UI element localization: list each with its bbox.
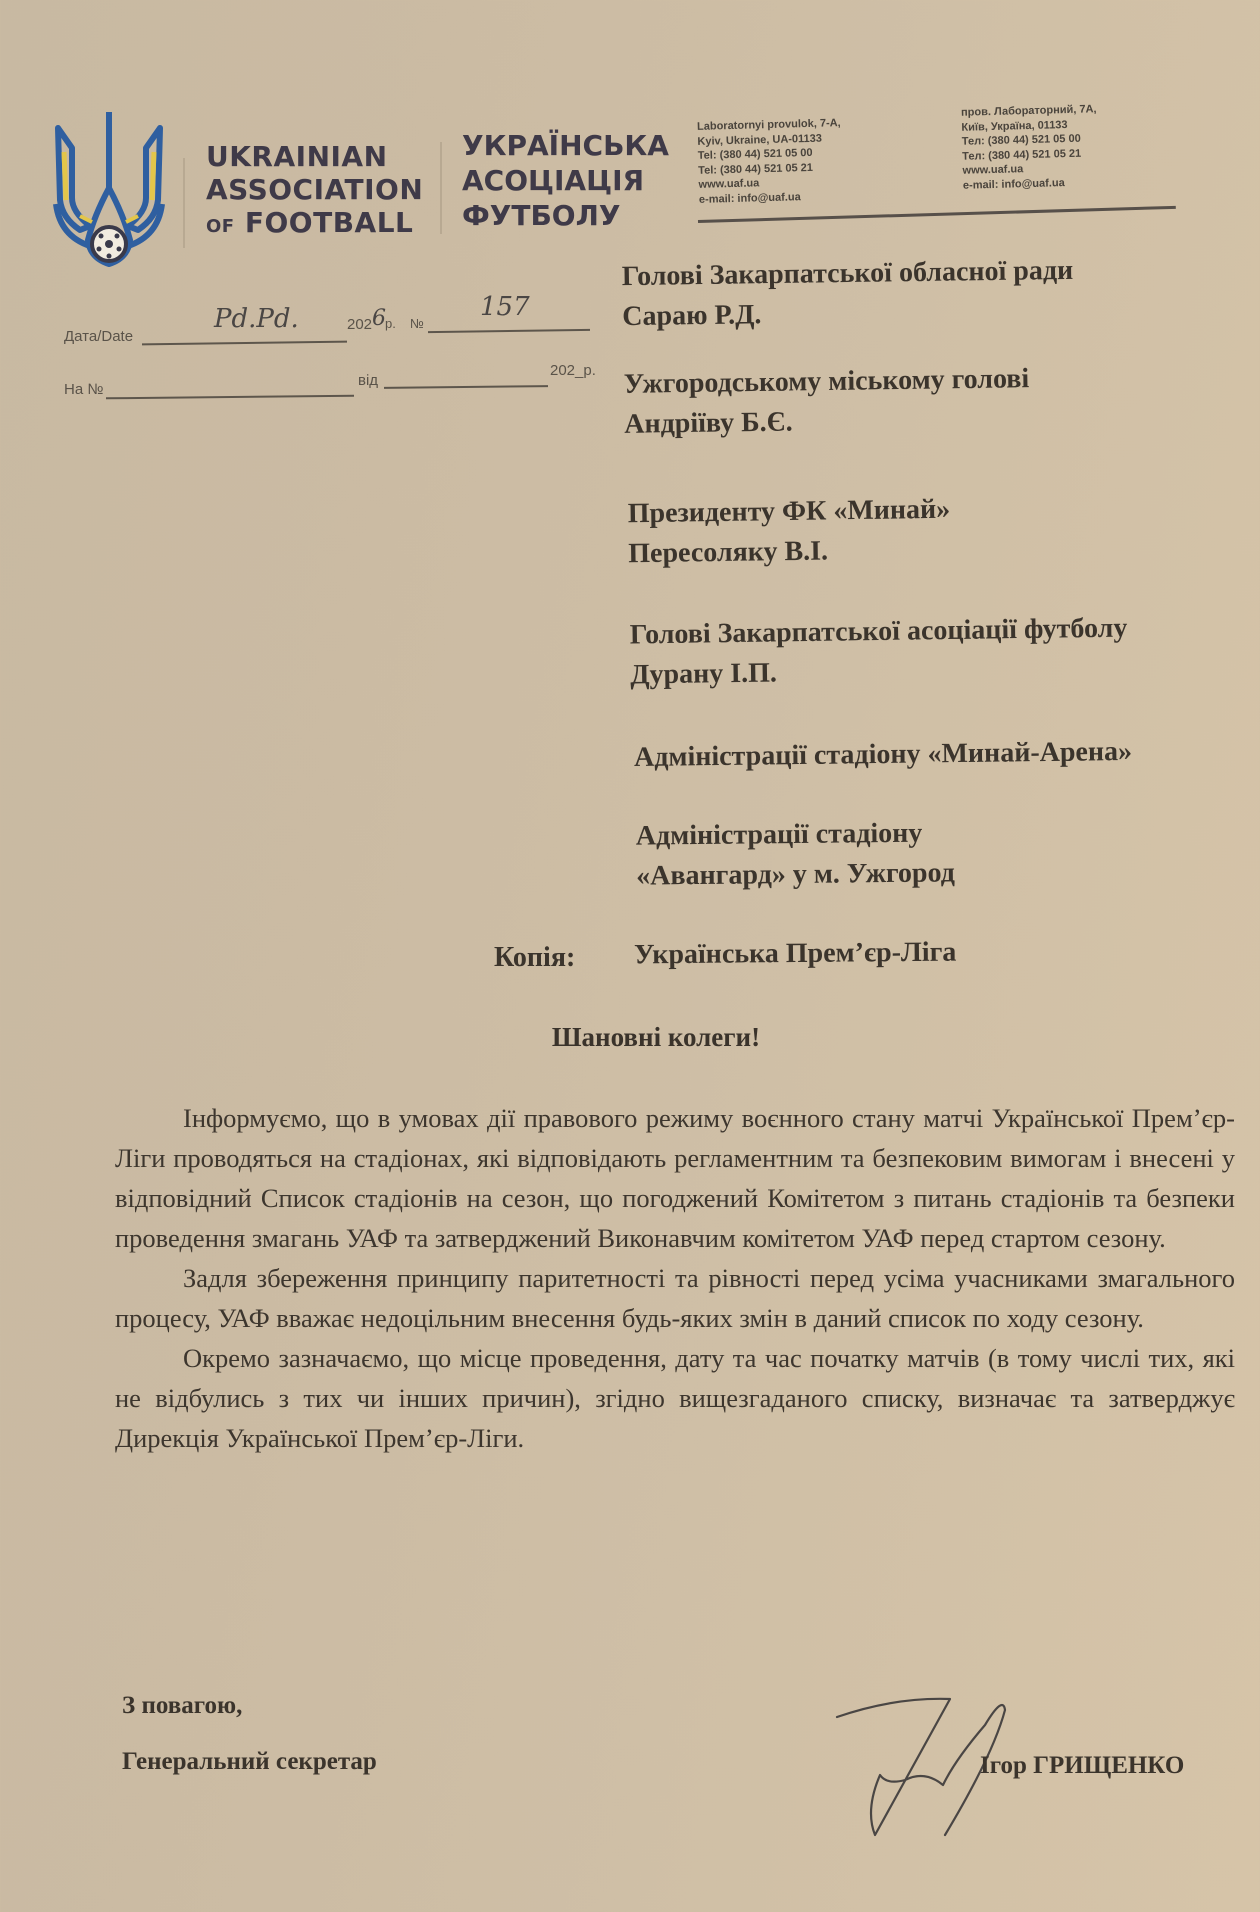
brand-en-football: FOOTBALL bbox=[244, 206, 414, 239]
contact-address: пров. Лабораторний, 7А, bbox=[960, 103, 1097, 119]
brand-ua-line: ФУТБОЛУ bbox=[462, 199, 621, 232]
letter-body bbox=[115, 1098, 1235, 1458]
closing: З повагою, bbox=[122, 1692, 243, 1719]
year-suffix: р. bbox=[385, 316, 396, 331]
signatory-title: Генеральний секретар bbox=[122, 1748, 377, 1775]
addressee-line: Пересоляку В.І. bbox=[628, 535, 829, 570]
addressee-regional-council bbox=[621, 251, 1074, 337]
contact-email: e-mail: info@uaf.ua bbox=[962, 176, 1065, 192]
trident-icon bbox=[50, 108, 168, 268]
signatory-name: Ігор ГРИЩЕНКО bbox=[980, 1752, 1185, 1779]
addressee-line: Ужгородському міському голові bbox=[623, 363, 1030, 400]
contact-phone: Тел: (380 44) 521 05 21 bbox=[962, 147, 1082, 163]
contact-address: Laboratornyi provulok, 7-A, bbox=[696, 117, 841, 133]
body-paragraph: Інформуємо, що в умовах дії правового режиму воєнного стану матчі Української Прем’єр-Ліги проводяться на стадіонах, які відповідають регламентним та безпековим вимогам і внесені у відповідний Список стадіонів на сезон, що погоджений Комітетом з питань стадіонів та безпеки проведення змагань УАФ та затверджений Виконавчим комітетом УАФ перед стартом сезону. bbox=[115, 1103, 1235, 1253]
addressee-line: «Авангард» у м. Ужгород bbox=[636, 857, 956, 892]
contact-website: www.uaf.ua bbox=[698, 177, 760, 191]
logo-divider bbox=[183, 158, 185, 248]
addressee-line: Адміністрації стадіону «Минай-Арена» bbox=[633, 735, 1133, 774]
addressee-line: Голові Закарпатської обласної ради bbox=[621, 254, 1074, 293]
from-date-line bbox=[384, 385, 548, 388]
brand-en-of: OF bbox=[206, 216, 235, 237]
brand-ua-line: УКРАЇНСЬКА bbox=[462, 129, 669, 162]
contact-phone: Тел: (380 44) 521 05 00 bbox=[961, 132, 1081, 148]
body-paragraph: Задля збереження принципу паритетності та рівності перед усіма учасниками змагального процесу, УАФ вважає недоцільним внесення будь-яких змін в даний список по ходу сезону. bbox=[115, 1263, 1235, 1333]
brand-ua-line: АСОЦІАЦІЯ bbox=[462, 164, 645, 197]
greeting: Шановні колеги! bbox=[551, 1022, 761, 1052]
brand-name-ukrainian bbox=[462, 128, 669, 233]
number-value: 157 bbox=[480, 292, 530, 322]
brand-en-line: UKRAINIAN bbox=[206, 140, 388, 173]
number-label: № bbox=[410, 316, 424, 331]
contact-block-english bbox=[697, 116, 843, 207]
addressee-line: Голові Закарпатської асоціації футболу bbox=[629, 612, 1128, 651]
addressee-football-association bbox=[629, 609, 1128, 696]
year-handwritten: 6 bbox=[372, 306, 386, 331]
year-prefix: 202 bbox=[347, 316, 373, 333]
from-label: від bbox=[358, 372, 379, 389]
addressee-line: Сараю Р.Д. bbox=[622, 299, 762, 333]
body-paragraph: Окремо зазначаємо, що місце проведення, дату та час початку матчів (в тому числі тих, які не відбулись з тих чи інших причин), згідно вищезгаданого списку, визначає та затверджує Дирекція Української Прем’єр-Ліги. bbox=[115, 1343, 1235, 1453]
brand-en-line: ASSOCIATION bbox=[206, 173, 424, 206]
ref-number-label: На № bbox=[64, 381, 104, 398]
addressee-line: Андріїву Б.Є. bbox=[624, 406, 793, 440]
copy-recipient: Українська Прем’єр-Ліга bbox=[633, 936, 957, 971]
contact-city: Київ, Україна, 01133 bbox=[961, 118, 1068, 134]
contact-email: e-mail: info@uaf.ua bbox=[698, 190, 801, 206]
date-value: Pd.Pd. bbox=[214, 304, 299, 334]
addressee-line: Дурану І.П. bbox=[630, 657, 778, 691]
ref-year: 202_р. bbox=[550, 362, 596, 379]
contact-phone: Tel: (380 44) 521 05 21 bbox=[698, 161, 814, 177]
addressee-avangard-stadium bbox=[636, 813, 955, 896]
ref-number-line bbox=[106, 395, 354, 399]
contact-block-ukrainian bbox=[961, 102, 1099, 193]
brand-divider bbox=[440, 142, 442, 234]
uaf-trident-logo bbox=[50, 108, 168, 268]
addressee-city-mayor bbox=[623, 359, 1030, 445]
brand-name-english bbox=[206, 140, 423, 243]
addressee-fc-president bbox=[627, 490, 951, 574]
addressee-minai-arena bbox=[634, 732, 1132, 778]
addressee-line: Адміністрації стадіону bbox=[635, 817, 923, 852]
date-label: Дата/Date bbox=[64, 328, 134, 345]
header-rule bbox=[698, 206, 1176, 223]
number-field-line bbox=[428, 329, 590, 333]
contact-city: Kyiv, Ukraine, UA-01133 bbox=[697, 132, 823, 148]
date-field-line bbox=[142, 341, 347, 345]
copy-label: Копія: bbox=[494, 942, 576, 973]
contact-website: www.uaf.ua bbox=[962, 163, 1024, 177]
addressee-line: Президенту ФК «Минай» bbox=[627, 493, 951, 530]
brand-en-line bbox=[206, 206, 423, 243]
contact-phone: Tel: (380 44) 521 05 00 bbox=[697, 146, 813, 162]
